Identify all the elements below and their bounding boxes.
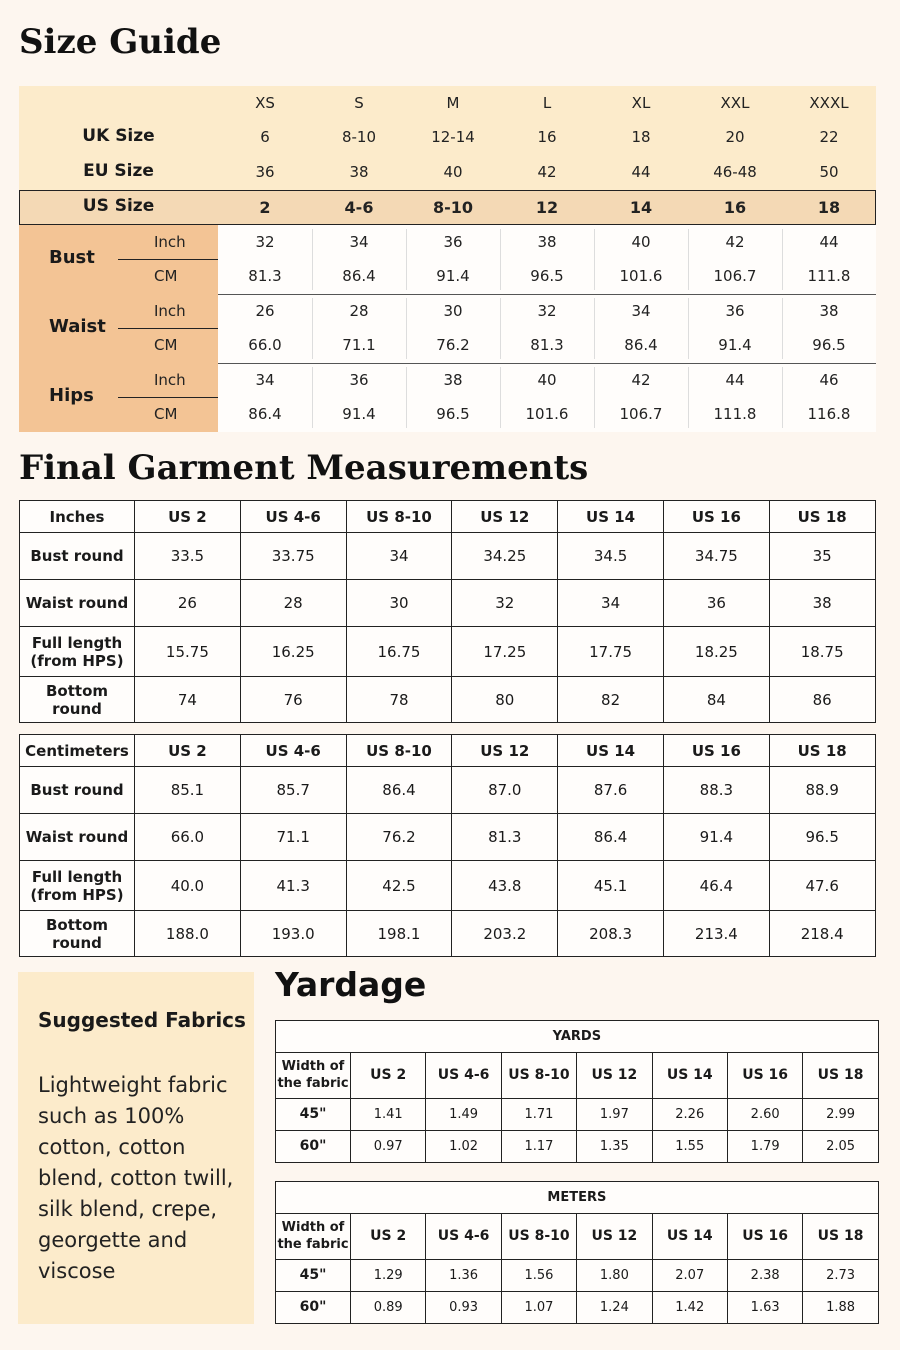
table-cell: 34.75 (663, 533, 769, 580)
size-cm-value: 106.7 (713, 267, 757, 285)
size-cm-value: 86.4 (342, 267, 376, 285)
yardage-yards-table (275, 1020, 879, 1163)
table-cell: 1.07 (501, 1292, 576, 1324)
row-label: 60" (276, 1131, 351, 1163)
table-cell: 1.42 (652, 1292, 727, 1324)
column-divider (500, 229, 501, 290)
size-inch-value: 38 (819, 302, 839, 320)
column-divider (782, 367, 783, 428)
row-label: Bottom round (20, 677, 135, 723)
row-label: 60" (276, 1292, 351, 1324)
row-label: Bottom round (20, 911, 135, 957)
table-cell: 1.80 (577, 1260, 652, 1292)
table-row (20, 580, 876, 627)
table-cell: 18.25 (663, 627, 769, 677)
size-inch-value: 32 (537, 302, 557, 320)
unit-cm-label: CM (154, 336, 178, 354)
table-cell: 71.1 (240, 814, 346, 861)
table-cell: 17.75 (558, 627, 664, 677)
size-cm-value: 91.4 (436, 267, 470, 285)
table-row (20, 767, 876, 814)
table-cell: 1.29 (351, 1260, 426, 1292)
table-cell: 35 (769, 533, 875, 580)
table-cell: 1.88 (803, 1292, 878, 1324)
column-header: US 12 (452, 501, 558, 533)
column-divider (312, 229, 313, 290)
size-uk-cell: 12-14 (431, 128, 475, 146)
size-letters-cell: L (542, 94, 552, 112)
size-cm-value: 96.5 (530, 267, 564, 285)
table-cell: 1.56 (501, 1260, 576, 1292)
table-cell: 36 (663, 580, 769, 627)
column-header: US 2 (351, 1214, 426, 1260)
column-header: US 4-6 (240, 735, 346, 767)
table-cell: 1.35 (577, 1131, 652, 1163)
column-divider (500, 298, 501, 359)
table-corner-label: Width of the fabric (276, 1053, 351, 1099)
table-cell: 2.73 (803, 1260, 878, 1292)
size-cm-value: 66.0 (248, 336, 282, 354)
size-inch-value: 34 (349, 233, 369, 251)
table-cell: 2.05 (803, 1131, 878, 1163)
table-corner-label: Centimeters (20, 735, 135, 767)
column-header: US 12 (577, 1214, 652, 1260)
size-eu-cell: 42 (537, 163, 557, 181)
table-cell: 88.3 (663, 767, 769, 814)
size-us-cell: 12 (535, 198, 559, 217)
final-garment-title: Final Garment Measurements (19, 448, 589, 488)
table-cell: 213.4 (663, 911, 769, 957)
size-letters-cell: XS (255, 94, 275, 112)
column-header: US 8-10 (501, 1053, 576, 1099)
column-header: US 8-10 (501, 1214, 576, 1260)
row-label: Bust round (20, 533, 135, 580)
table-cell: 38 (769, 580, 875, 627)
table-cell: 85.1 (135, 767, 241, 814)
table-cell: 34 (558, 580, 664, 627)
size-inch-value: 42 (725, 233, 745, 251)
column-header: US 8-10 (346, 735, 452, 767)
size-inch-value: 30 (443, 302, 463, 320)
size-inch-value: 34 (255, 371, 275, 389)
table-cell: 80 (452, 677, 558, 723)
size-eu-cell: 40 (443, 163, 463, 181)
table-cell: 84 (663, 677, 769, 723)
size-cm-value: 76.2 (436, 336, 470, 354)
column-divider (782, 298, 783, 359)
measurement-group-name: Waist (49, 316, 106, 337)
table-cell: 16.25 (240, 627, 346, 677)
table-cell: 1.97 (577, 1099, 652, 1131)
column-divider (406, 229, 407, 290)
us-size-label: US Size (82, 196, 155, 216)
table-row (276, 1292, 879, 1324)
column-header: US 18 (769, 501, 875, 533)
size-inch-value: 26 (255, 302, 275, 320)
column-divider (312, 367, 313, 428)
table-row (20, 677, 876, 723)
row-label: Waist round (20, 580, 135, 627)
column-header: US 8-10 (346, 501, 452, 533)
table-row (20, 627, 876, 677)
column-header: US 14 (652, 1214, 727, 1260)
size-eu-cell: 50 (819, 163, 839, 181)
column-divider (594, 298, 595, 359)
unit-divider (118, 328, 218, 329)
size-guide-chart (19, 86, 876, 433)
table-cell: 47.6 (769, 861, 875, 911)
column-header: US 12 (452, 735, 558, 767)
size-inch-value: 44 (819, 233, 839, 251)
size-cm-value: 111.8 (713, 405, 757, 423)
size-letters-cell: XL (631, 94, 651, 112)
measurement-group-name: Hips (49, 385, 94, 406)
table-cell: 2.26 (652, 1099, 727, 1131)
size-cm-value: 91.4 (718, 336, 752, 354)
size-us-cell: 16 (723, 198, 747, 217)
size-inch-value: 38 (537, 233, 557, 251)
column-header: US 16 (727, 1053, 802, 1099)
table-cell: 41.3 (240, 861, 346, 911)
size-cm-value: 101.6 (619, 267, 663, 285)
size-inch-value: 40 (537, 371, 557, 389)
table-cell: 30 (346, 580, 452, 627)
size-letters-cell: XXXL (809, 94, 849, 112)
table-cell: 76.2 (346, 814, 452, 861)
size-cm-value: 106.7 (619, 405, 663, 423)
table-cell: 26 (135, 580, 241, 627)
table-cell: 193.0 (240, 911, 346, 957)
table-row (276, 1099, 879, 1131)
table-cell: 0.89 (351, 1292, 426, 1324)
table-cell: 1.17 (501, 1131, 576, 1163)
size-inch-value: 38 (443, 371, 463, 389)
table-cell: 17.25 (452, 627, 558, 677)
table-cell: 1.71 (501, 1099, 576, 1131)
table-cell: 218.4 (769, 911, 875, 957)
table-cell: 28 (240, 580, 346, 627)
size-inch-value: 36 (443, 233, 463, 251)
table-cell: 16.75 (346, 627, 452, 677)
size-cm-value: 81.3 (248, 267, 282, 285)
table-cell: 188.0 (135, 911, 241, 957)
size-cm-value: 71.1 (342, 336, 376, 354)
size-us-cell: 18 (817, 198, 841, 217)
size-eu-cell: 44 (631, 163, 651, 181)
row-label: Bust round (20, 767, 135, 814)
table-corner-label: Inches (20, 501, 135, 533)
table-caption: METERS (276, 1182, 879, 1214)
table-cell: 2.07 (652, 1260, 727, 1292)
suggested-fabrics-title: Suggested Fabrics (38, 1008, 246, 1032)
column-header: US 18 (803, 1214, 878, 1260)
row-label: 45" (276, 1260, 351, 1292)
column-header: US 14 (652, 1053, 727, 1099)
column-divider (688, 298, 689, 359)
table-cell: 34.5 (558, 533, 664, 580)
column-header: US 16 (663, 501, 769, 533)
size-cm-value: 96.5 (436, 405, 470, 423)
table-row (276, 1131, 879, 1163)
size-uk-cell: 16 (537, 128, 557, 146)
table-cell: 46.4 (663, 861, 769, 911)
column-header: US 2 (135, 735, 241, 767)
size-cm-value: 91.4 (342, 405, 376, 423)
uk-size-label: UK Size (82, 126, 155, 146)
size-uk-cell: 8-10 (341, 128, 377, 146)
size-eu-cell: 36 (255, 163, 275, 181)
table-row (20, 814, 876, 861)
column-header: US 4-6 (240, 501, 346, 533)
size-uk-cell: 6 (260, 128, 270, 146)
column-header: US 16 (727, 1214, 802, 1260)
unit-inch-label: Inch (154, 233, 186, 251)
table-cell: 198.1 (346, 911, 452, 957)
unit-inch-label: Inch (154, 302, 186, 320)
table-cell: 2.38 (727, 1260, 802, 1292)
table-cell: 1.79 (727, 1131, 802, 1163)
table-cell: 88.9 (769, 767, 875, 814)
size-inch-value: 36 (725, 302, 745, 320)
table-row (20, 533, 876, 580)
yardage-meters-table (275, 1181, 879, 1324)
row-label: Full length (from HPS) (20, 861, 135, 911)
table-cell: 1.41 (351, 1099, 426, 1131)
measurement-group-name: Bust (49, 247, 95, 268)
size-guide-title: Size Guide (19, 22, 222, 62)
size-cm-value: 86.4 (624, 336, 658, 354)
table-cell: 82 (558, 677, 664, 723)
column-divider (688, 367, 689, 428)
size-inch-value: 36 (349, 371, 369, 389)
column-divider (594, 229, 595, 290)
final-garment-cm-table (19, 734, 876, 957)
size-cm-value: 81.3 (530, 336, 564, 354)
size-uk-cell: 18 (631, 128, 651, 146)
column-divider (406, 367, 407, 428)
column-divider (782, 229, 783, 290)
table-cell: 42.5 (346, 861, 452, 911)
table-cell: 1.36 (426, 1260, 501, 1292)
table-cell: 1.63 (727, 1292, 802, 1324)
size-cm-value: 116.8 (807, 405, 851, 423)
unit-cm-label: CM (154, 267, 178, 285)
group-divider (218, 363, 876, 364)
size-letters-cell: S (354, 94, 364, 112)
size-uk-cell: 22 (819, 128, 839, 146)
size-cm-value: 96.5 (812, 336, 846, 354)
table-cell: 91.4 (663, 814, 769, 861)
table-corner-label: Width of the fabric (276, 1214, 351, 1260)
size-us-cell: 4-6 (344, 198, 374, 217)
table-cell: 15.75 (135, 627, 241, 677)
size-letters-cell: XXL (720, 94, 750, 112)
column-divider (500, 367, 501, 428)
table-cell: 74 (135, 677, 241, 723)
size-inch-value: 28 (349, 302, 369, 320)
table-cell: 86.4 (558, 814, 664, 861)
column-header: US 16 (663, 735, 769, 767)
table-cell: 86 (769, 677, 875, 723)
suggested-fabrics-text: Lightweight fabric such as 100% cotton, cotton blend, cotton twill, silk blend, crepe, georgette and viscose (38, 1073, 234, 1283)
column-divider (688, 229, 689, 290)
column-header: US 14 (558, 501, 664, 533)
table-cell: 33.75 (240, 533, 346, 580)
table-cell: 34 (346, 533, 452, 580)
size-inch-value: 44 (725, 371, 745, 389)
size-cm-value: 86.4 (248, 405, 282, 423)
table-cell: 208.3 (558, 911, 664, 957)
final-garment-inches-table (19, 500, 876, 723)
unit-cm-label: CM (154, 405, 178, 423)
suggested-fabrics-panel (18, 972, 254, 1324)
table-cell: 32 (452, 580, 558, 627)
column-divider (594, 367, 595, 428)
table-cell: 96.5 (769, 814, 875, 861)
size-inch-value: 46 (819, 371, 839, 389)
table-cell: 18.75 (769, 627, 875, 677)
table-cell: 78 (346, 677, 452, 723)
size-inch-value: 42 (631, 371, 651, 389)
column-header: US 18 (769, 735, 875, 767)
unit-divider (118, 259, 218, 260)
table-cell: 43.8 (452, 861, 558, 911)
table-cell: 2.99 (803, 1099, 878, 1131)
table-cell: 1.55 (652, 1131, 727, 1163)
unit-divider (118, 397, 218, 398)
table-cell: 0.93 (426, 1292, 501, 1324)
size-inch-value: 32 (255, 233, 275, 251)
table-cell: 45.1 (558, 861, 664, 911)
column-header: US 12 (577, 1053, 652, 1099)
table-cell: 66.0 (135, 814, 241, 861)
table-cell: 33.5 (135, 533, 241, 580)
row-label: 45" (276, 1099, 351, 1131)
size-inch-value: 34 (631, 302, 651, 320)
size-eu-cell: 38 (349, 163, 369, 181)
column-header: US 14 (558, 735, 664, 767)
table-cell: 1.02 (426, 1131, 501, 1163)
size-us-cell: 8-10 (432, 198, 474, 217)
yardage-title: Yardage (275, 965, 427, 1004)
table-cell: 86.4 (346, 767, 452, 814)
table-cell: 1.24 (577, 1292, 652, 1324)
size-uk-cell: 20 (725, 128, 745, 146)
table-cell: 40.0 (135, 861, 241, 911)
table-row (276, 1260, 879, 1292)
size-eu-cell: 46-48 (713, 163, 757, 181)
size-inch-value: 40 (631, 233, 651, 251)
table-cell: 34.25 (452, 533, 558, 580)
row-label: Full length (from HPS) (20, 627, 135, 677)
column-divider (312, 298, 313, 359)
table-cell: 85.7 (240, 767, 346, 814)
size-us-cell: 2 (259, 198, 271, 217)
size-us-cell: 14 (629, 198, 653, 217)
table-caption: YARDS (276, 1021, 879, 1053)
table-cell: 76 (240, 677, 346, 723)
table-cell: 87.6 (558, 767, 664, 814)
eu-size-label: EU Size (83, 161, 154, 181)
column-divider (406, 298, 407, 359)
row-label: Waist round (20, 814, 135, 861)
size-cm-value: 111.8 (807, 267, 851, 285)
size-cm-value: 101.6 (525, 405, 569, 423)
column-header: US 2 (135, 501, 241, 533)
table-cell: 2.60 (727, 1099, 802, 1131)
table-row (20, 861, 876, 911)
column-header: US 18 (803, 1053, 878, 1099)
column-header: US 4-6 (426, 1214, 501, 1260)
table-cell: 0.97 (351, 1131, 426, 1163)
column-header: US 4-6 (426, 1053, 501, 1099)
size-letters-cell: M (446, 94, 460, 112)
table-cell: 203.2 (452, 911, 558, 957)
table-row (20, 911, 876, 957)
table-cell: 81.3 (452, 814, 558, 861)
column-header: US 2 (351, 1053, 426, 1099)
table-cell: 87.0 (452, 767, 558, 814)
group-divider (218, 294, 876, 295)
table-cell: 1.49 (426, 1099, 501, 1131)
unit-inch-label: Inch (154, 371, 186, 389)
